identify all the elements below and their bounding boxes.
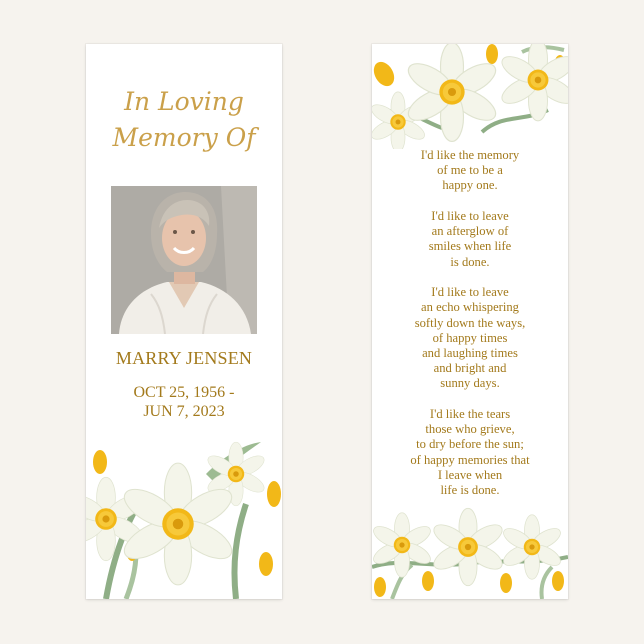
poem-line: is done. bbox=[450, 254, 490, 269]
poem-line: I leave when bbox=[437, 467, 503, 482]
poem-line: and bright and bbox=[433, 361, 507, 376]
portrait-illustration bbox=[111, 186, 257, 334]
poem-line: I'd like the memory bbox=[420, 148, 520, 162]
date-range-start: OCT 25, 1956 - bbox=[133, 384, 235, 401]
poem-line: I'd like to leave bbox=[431, 209, 509, 223]
poem-line: of happy memories that bbox=[410, 452, 530, 467]
memorial-poem bbox=[372, 148, 568, 514]
poem-line: life is done. bbox=[440, 483, 500, 498]
poem-stanza-2 bbox=[372, 209, 568, 270]
poem-line: those who grieve, bbox=[425, 422, 515, 437]
bookmark-front bbox=[86, 44, 282, 599]
portrait-photo bbox=[111, 186, 257, 334]
poem-line: and laughing times bbox=[422, 346, 518, 361]
poem-line: softly down the ways, bbox=[414, 315, 526, 330]
poem-stanza-4 bbox=[372, 407, 568, 498]
poem-line: I'd like the tears bbox=[429, 407, 511, 422]
poem-line: of me to be a bbox=[437, 163, 503, 178]
poem-line: smiles when life bbox=[428, 239, 512, 254]
deceased-name: MARRY JENSEN bbox=[115, 348, 253, 368]
daffodil-border-bottom-back bbox=[372, 507, 568, 599]
poem-stanza-3 bbox=[372, 285, 568, 391]
poem-line: I'd like to leave bbox=[431, 285, 509, 300]
poem-line: sunny days. bbox=[440, 376, 500, 391]
heading-memory-of: Memory Of bbox=[112, 123, 256, 152]
poem-line: happy one. bbox=[442, 178, 498, 193]
poem-stanza-1 bbox=[372, 148, 568, 194]
poem-line: to dry before the sun; bbox=[416, 437, 524, 452]
poem-line: an echo whispering bbox=[421, 300, 519, 315]
date-range-end: JUN 7, 2023 bbox=[143, 403, 225, 420]
heading-in-loving: In Loving bbox=[124, 87, 244, 116]
daffodil-border-bottom bbox=[86, 414, 282, 599]
bookmark-back bbox=[372, 44, 568, 599]
poem-line: an afterglow of bbox=[431, 224, 509, 239]
poem-line: of happy times bbox=[432, 330, 508, 345]
daffodil-border-top bbox=[372, 44, 568, 149]
